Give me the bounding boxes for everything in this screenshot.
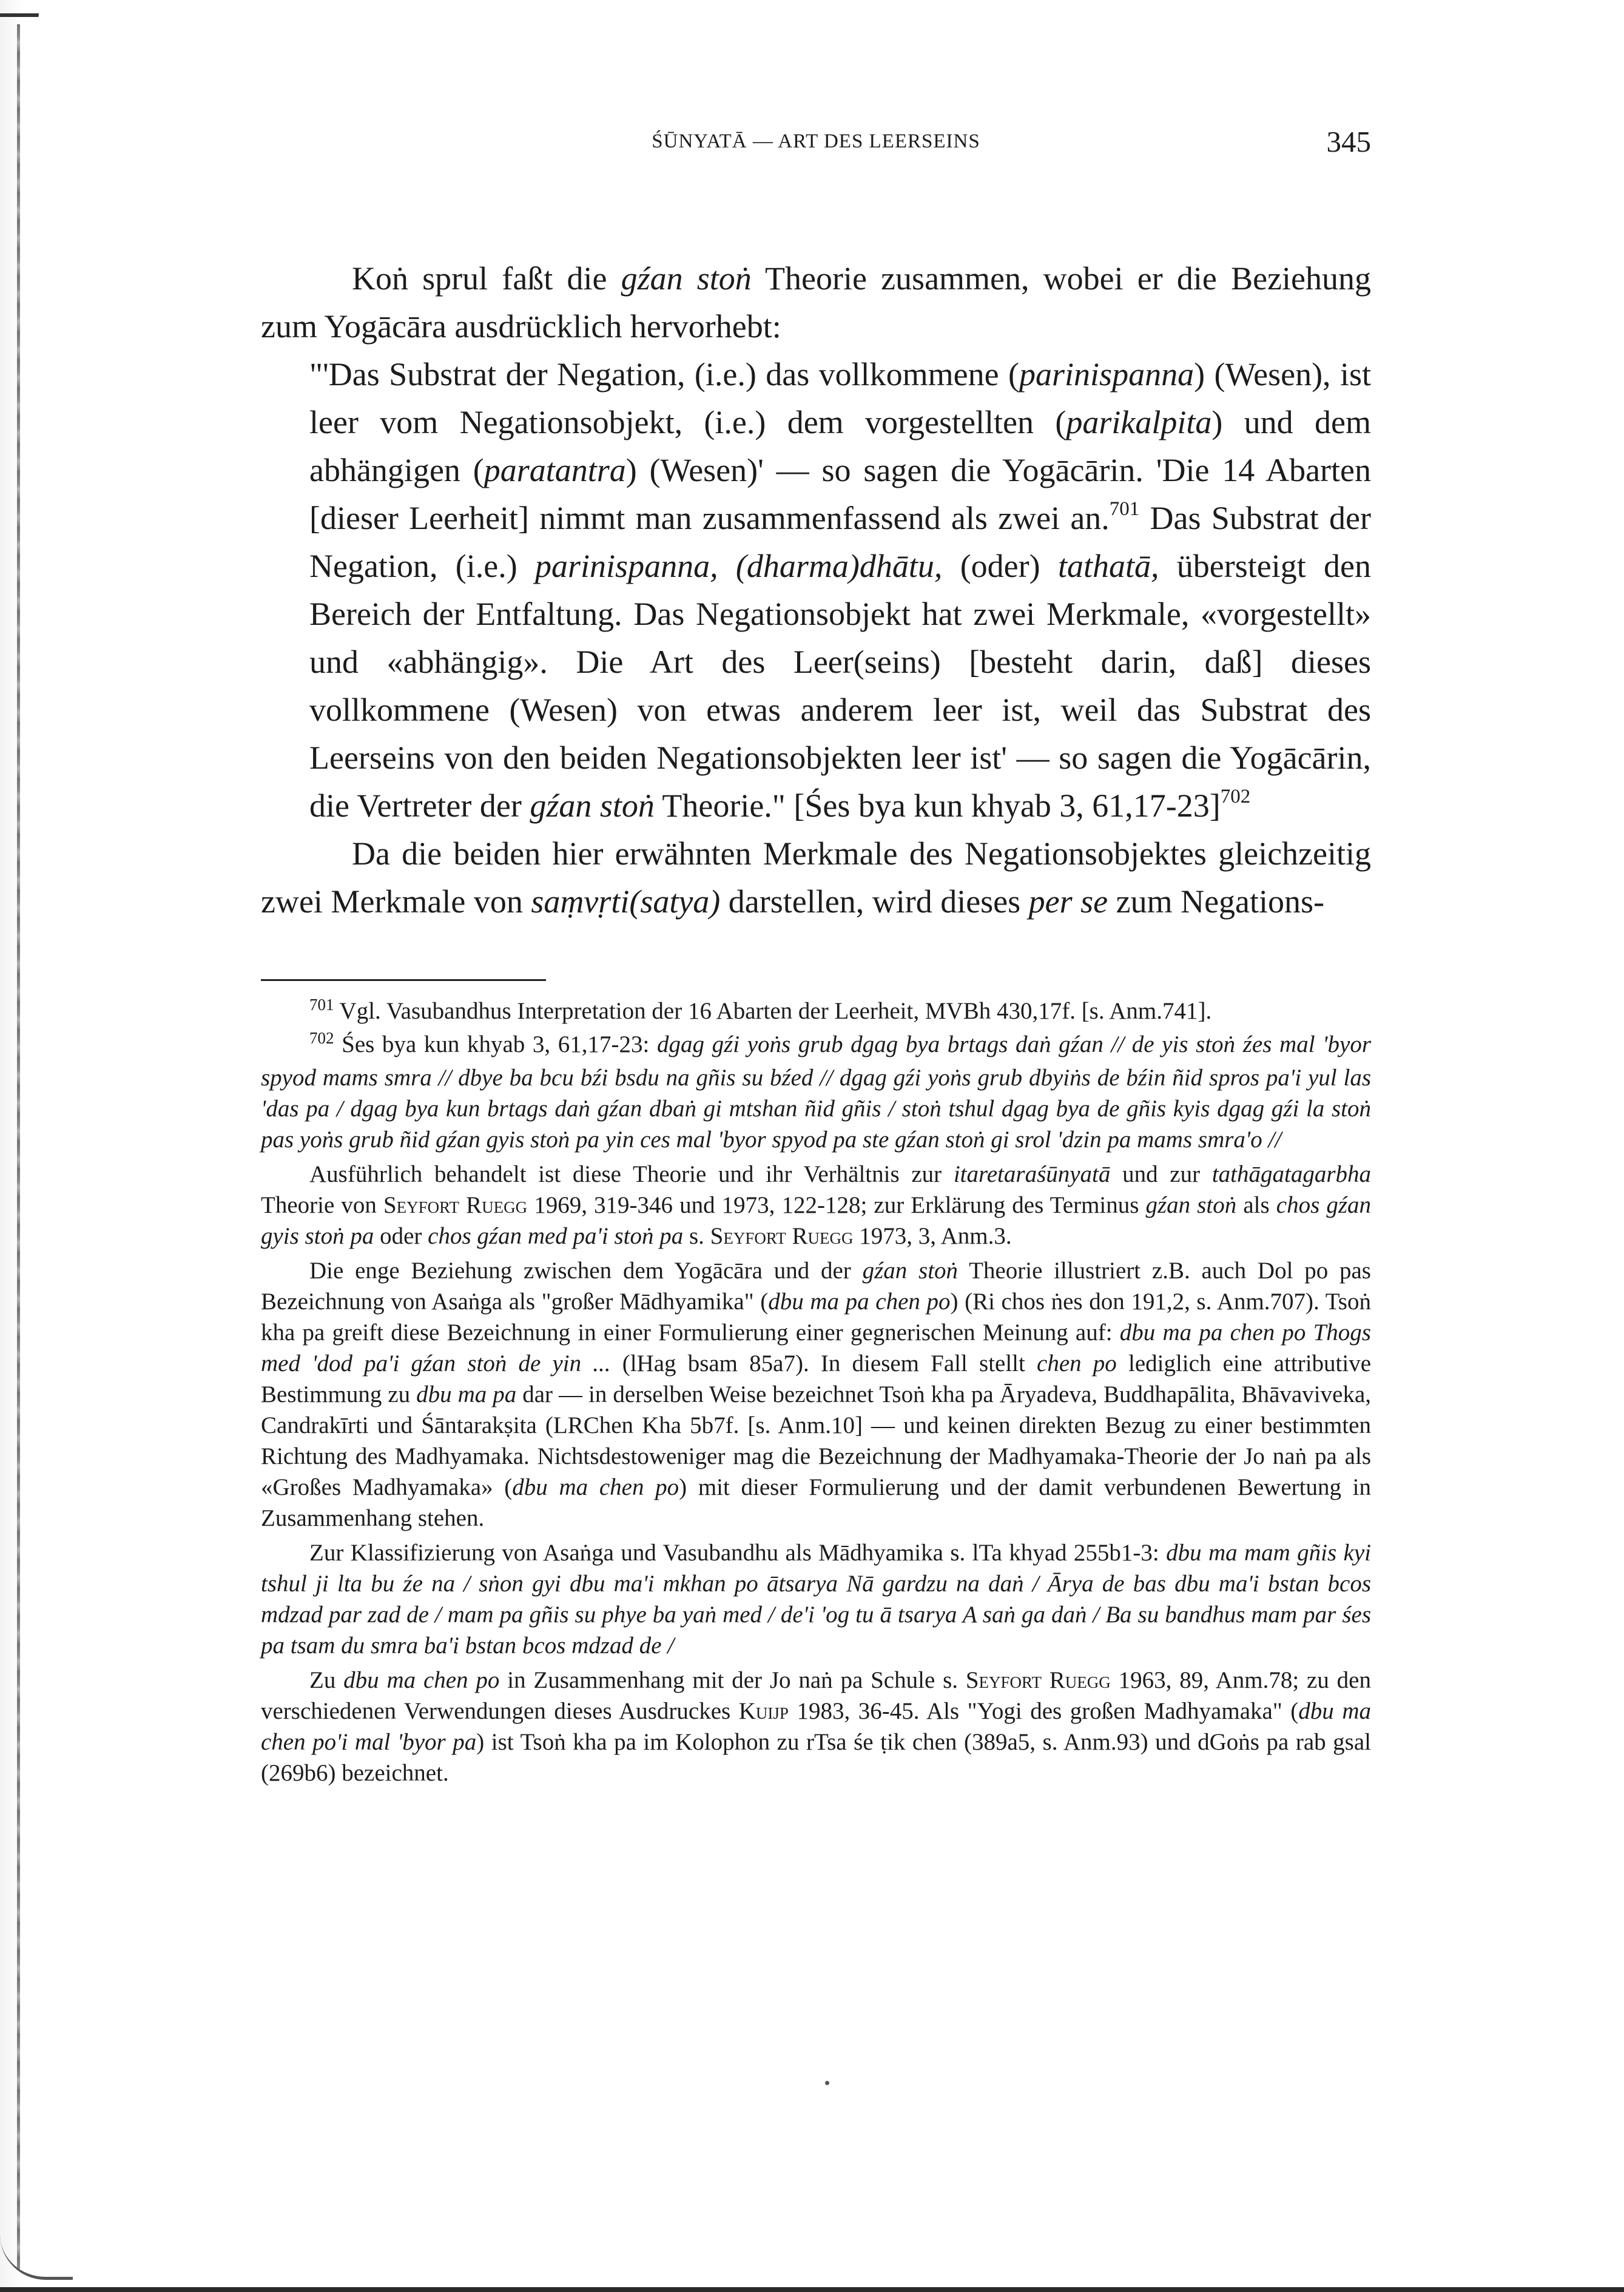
italic-term: parinispanna, (dharma)dhātu, — [535, 548, 943, 584]
binding-shadow-line — [17, 24, 20, 2269]
binding-corner-mark — [0, 13, 39, 35]
italic-term: tathāgatagarbha — [1211, 1161, 1371, 1187]
page-number: 345 — [1326, 125, 1371, 158]
body-paragraph-2: Da die beiden hier erwähnten Merkmale des Negationsobjektes gleichzeitig zwei Merkmale von saṃvṛti(satya) darstellen, wird dieses per se zum Negations- — [261, 835, 1371, 920]
footnote-text: Vgl. Vasubandhus Interpretation der 16 Abarten der Leerheit, MVBh 430,17f. [s. Anm.741]. — [334, 998, 1212, 1024]
footnote-text: Śes bya kun khyab 3, 61,17-23: dgag gźi yoṅs grub dgag bya brtags daṅ gźan // de yis stoṅ źes mal 'byor spyod mams smra // dbye ba bcu bźi bsdu na gñis su bźed // dgag gźi yoṅs grub dbyiṅs de bźin ñid spros pa'i yul las 'das pa / dgag bya kun brtags daṅ gźan dbaṅ gi mtshan ñid gñis / stoṅ tshul dgag bya de gñis kyis dgag gźi la stoṅ pas yoṅs grub ñid gźan gyis stoṅ pa yin ces mal 'byor spyod pa ste gźan stoṅ gi srol 'dzin pa mams smra'o // — [261, 1031, 1371, 1153]
italic-term: tathatā, — [1057, 548, 1159, 584]
footnote-702-continuation-3: Zur Klassifizierung von Asaṅga und Vasubandhu als Mādhyamika s. lTa khyad 255b1-3: dbu ma mam gñis kyi tshul ji lta bu źe na / sṅon gyi dbu ma'i mkhan po ātsarya Nā gardzu na daṅ / Ārya de bas dbu ma'i bstan bcos mdzad par zad de / mam pa gñis su phye ba yaṅ med / de'i 'og tu ā tsarya A saṅ ga daṅ / Ba su bandhus mam par śes pa tsam du smra ba'i bstan bcos mdzad de / — [261, 1540, 1371, 1659]
footnote-ref: 701 — [1109, 498, 1140, 520]
footnote-702-continuation-4: Zu dbu ma chen po in Zusammenhang mit der Jo naṅ pa Schule s. Seyfort Ruegg 1963, 89, Anm.78; zu den verschiedenen Verwendungen dieses Ausdruckes Kuijp 1983, 36-45. Als "Yogi des großen Madhyamaka" (dbu ma chen po'i mal 'byor pa) ist Tsoṅ kha pa im Kolophon zu rTsa śe ṭik chen (389a5, s. Anm.93) und dGoṅs pa rab gsal (269b6) bezeichnet. — [261, 1667, 1371, 1786]
italic-term: chos gźan med pa'i stoṅ pa — [428, 1223, 684, 1249]
footnote-702-continuation-1: Ausführlich behandelt ist diese Theorie und ihr Verhältnis zur itaretaraśūnyatā und zur tathāgatagarbha Theorie von Seyfort Ruegg 1969, 319-346 und 1973, 122-128; zur Erklärung des Terminus gźan stoṅ als chos gźan gyis stoṅ pa oder chos gźan med pa'i stoṅ pa s. Seyfort Ruegg 1973, 3, Anm.3. — [261, 1161, 1372, 1249]
author-name: Seyfort Ruegg — [383, 1192, 528, 1218]
italic-term: parinispanna — [1019, 356, 1194, 393]
footnote-number: 701 — [309, 996, 334, 1014]
italic-term: dbu ma chen po — [512, 1474, 679, 1500]
footnote-702-continuation-2: Die enge Beziehung zwischen dem Yogācāra und der gźan stoṅ Theorie illustriert z.B. auch Dol po pas Bezeichnung von Asaṅga als "großer Mādhyamika" (dbu ma pa chen po) (Ri chos ṅes don 191,2, s. Anm.707). Tsoṅ kha pa greift diese Bezeichnung in einer Formulierung einer gegnerischen Meinung auf: dbu ma pa chen po Thogs med 'dod pa'i gźan stoṅ de yin ... (lHag bsam 85a7). In diesem Fall stellt chen po lediglich eine attributive Bestimmung zu dbu ma pa dar — in derselben Weise bezeichnet Tsoṅ kha pa Āryadeva, Buddhapālita, Bhāvaviveka, Candrakīrti und Śāntarakṣita (LRChen Kha 5b7f. [s. Anm.10] — und keinen direkten Bezug zu einer bestimmten Richtung des Madhyamaka. Nichtsdestoweniger mag die Bezeichnung der Madhyamaka-Theorie der Jo naṅ pa als «Großes Madhyamaka» (dbu ma chen po) mit dieser Formulierung und der damit verbundenen Bewertung in Zusammenhang stehen. — [261, 1258, 1372, 1531]
footnote-701 — [261, 996, 1371, 1029]
italic-term: chos gźan gyis stoṅ pa — [261, 1192, 1372, 1249]
italic-term: saṃvṛti(satya) — [531, 883, 721, 920]
italic-term: gźan stoṅ — [530, 787, 655, 824]
scan-bottom-edge — [0, 2287, 1624, 2292]
footnote-separator — [261, 979, 546, 981]
footnote-number: 702 — [309, 1029, 334, 1047]
italic-term: parikalpita — [1066, 404, 1212, 440]
page-header — [261, 124, 1371, 167]
italic-term: per se — [1028, 883, 1108, 920]
italic-term: dbu ma chen po — [343, 1667, 500, 1693]
italic-term: itaretaraśūnyatā — [953, 1161, 1111, 1187]
footnote-ref: 702 — [1220, 786, 1251, 807]
stray-mark — [825, 2081, 829, 2085]
italic-term: dbu ma pa chen po Thogs med 'dod pa'i gźan stoṅ de yin ... — [261, 1320, 1371, 1377]
italic-term: dbu ma chen po'i mal 'byor pa — [261, 1698, 1371, 1755]
author-name: Seyfort Ruegg — [965, 1667, 1111, 1693]
running-head: ŚŪNYATĀ — ART DES LEERSEINS — [652, 130, 980, 152]
italic-term: dgag gźi yoṅs grub dgag bya brtags daṅ gźan // de yis stoṅ źes mal 'byor spyod mams smra // dbye ba bcu bźi bsdu na gñis su bźed // dgag gźi yoṅs grub dbyiṅs de bźin ñid spros pa'i yul las 'das pa / dgag bya kun brtags daṅ gźan dbaṅ gi mtshan ñid gñis / stoṅ tshul dgag bya de gñis kyis dgag gźi la stoṅ pas yoṅs grub ñid gźan gyis stoṅ pa yin ces mal 'byor spyod pa ste gźan stoṅ gi srol 'dzin pa mams smra'o // — [261, 1031, 1371, 1153]
main-text — [261, 255, 1371, 1788]
italic-term: paratantra — [483, 452, 626, 488]
italic-term: gźan stoṅ — [862, 1258, 959, 1284]
footnotes — [261, 996, 1371, 1788]
italic-term: gźan stoṅ — [621, 260, 752, 297]
italic-term: dbu ma pa — [416, 1381, 517, 1407]
italic-term: chen po — [1037, 1350, 1117, 1377]
body-paragraph-1: Koṅ sprul faßt die gźan stoṅ Theorie zusammen, wobei er die Beziehung zum Yogācāra ausdrücklich hervorhebt: — [261, 260, 1371, 345]
italic-term: gźan stoṅ — [1145, 1192, 1237, 1218]
italic-term: dbu ma pa chen po — [768, 1289, 951, 1315]
author-name: Kuijp — [738, 1698, 789, 1724]
block-quote: "'Das Substrat der Negation, (i.e.) das vollkommene (parinispanna) (Wesen), ist leer vom Negationsobjekt, (i.e.) dem vorgestellten (parikalpita) und dem abhängigen (paratantra) (Wesen)' — so sagen die Yogācārin. 'Die 14 Abarten [dieser Leerheit] nimmt man zusammenfassend als zwei an.$^{701}$ Das Substrat der Negation, (i.e.) parinispanna, (dharma)dhātu, (oder) tathatā, übersteigt den Bereich der Entfaltung. Das Negationsobjekt hat zwei Merkmale, «vorgestellt» und «abhängig». Die Art des Leer(seins) [besteht darin, daß] dieses vollkommene (Wesen) von etwas anderem leer ist, weil das Substrat des Leerseins von den beiden Negationsobjekten leer ist' — so sagen die Yogācārin, die Vertreter der gźan stoṅ Theorie." [Śes bya kun khyab 3, 61,17-23]$^{702}$ — [309, 356, 1372, 824]
footnote-702 — [261, 1029, 1371, 1155]
author-name: Seyfort Ruegg — [710, 1223, 854, 1249]
italic-term: dbu ma mam gñis kyi tshul ji lta bu źe na / sṅon gyi dbu ma'i mkhan po ātsarya Nā gardzu na daṅ / Ārya de bas dbu ma'i bstan bcos mdzad par zad de / mam pa gñis su phye ba yaṅ med / de'i 'og tu ā tsarya A saṅ ga daṅ / Ba su bandhus mam par śes pa tsam du smra ba'i bstan bcos mdzad de / — [261, 1540, 1371, 1659]
